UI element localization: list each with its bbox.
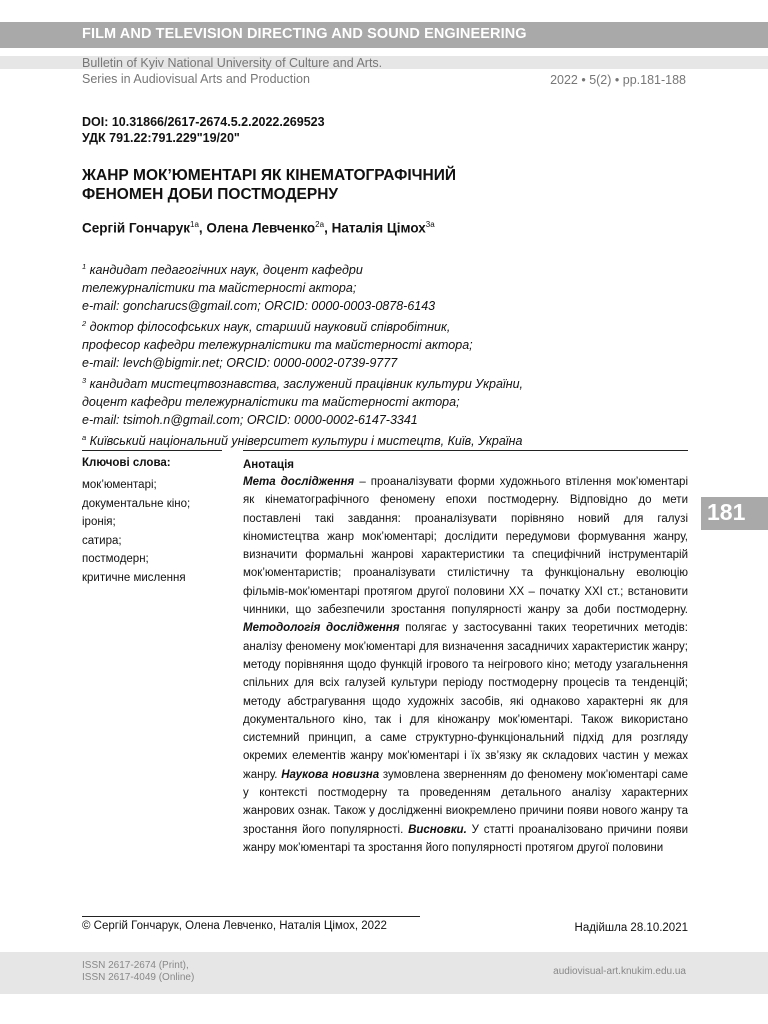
keywords-divider [82, 450, 222, 451]
affiliation-line [82, 258, 692, 279]
affiliation-email: e-mail: goncharucs@gmail.com; ORCID: 0000-0003-0878-6143 [82, 299, 436, 314]
affiliation-text: кандидат мистецтвознавства, заслужений працівник культури України, [89, 377, 524, 392]
title-line-2: ФЕНОМЕН ДОБИ ПОСТМОДЕРНУ [82, 186, 339, 203]
page-footer [0, 952, 768, 994]
affiliation-text: кандидат педагогічних наук, доцент кафедри [89, 263, 363, 278]
journal-title: FILM AND TELEVISION DIRECTING AND SOUND ENGINEERING [82, 26, 527, 42]
author-name: Сергій Гончарук [82, 220, 190, 236]
bulletin-line-2: Series in Audiovisual Arts and Production [82, 72, 310, 86]
abstract-emphasis: Висновки. [408, 823, 467, 836]
affiliation-line [82, 354, 692, 372]
affiliation-line [82, 297, 692, 315]
abstract-body [243, 473, 688, 857]
abstract-text: – проаналізувати форми художнього втілення мок’юментарі як кінематографічного феномену епохи постмодерну. Відповідно до мети поставлені такі завдання: проаналізувати порівняно новий для галузі кіномистецтва жанр мок’юментарі; дослідити передумови формування жанру, визначити формальні жанрові характеристики та специфічний інструментарій мок’юментаристів; проаналізувати стилістичну та функціональну еволюцію фільмів-мок’юментарі протягом другої половини XX – початку XXI ст.; встановити чинники, що забезпечили зростання популярності жанру за доби постмодерну. [243, 476, 688, 617]
issn-block [82, 960, 194, 984]
issn-print: ISSN 2617-2674 (Print), [82, 960, 189, 971]
affiliation-text: Київський національний університет культури і мистецтв, Київ, Україна [89, 434, 523, 449]
keywords-heading: Ключові слова: [82, 457, 171, 469]
abstract-text: зумовлена зверненням до феномену мок’юментарі саме у контексті постмодерну та проведенням детального аналізу характерних жанрових ознак. Також у дослідженні виокремлено причини появи нового жанру та зростання його популярності. [243, 768, 688, 836]
journal-header-band [0, 22, 768, 48]
affiliation-mark: 1 [82, 262, 87, 271]
author-name: Наталія Цімох [331, 220, 426, 236]
abstract-emphasis: Наукова новизна [281, 768, 380, 781]
keyword: критичне мислення [82, 571, 186, 584]
affiliation-line [82, 315, 692, 336]
page-number-tab [701, 497, 768, 530]
affiliation-line [82, 372, 692, 393]
affiliation-line [82, 336, 692, 354]
author-mark: 2a [315, 220, 325, 229]
footnote-divider [82, 916, 420, 917]
affiliation-email: e-mail: levch@bigmir.net; ORCID: 0000-0002-0739-9777 [82, 356, 398, 371]
affiliation-email: e-mail: tsimoh.n@gmail.com; ORCID: 0000-0002-6147-3341 [82, 413, 418, 428]
keywords-list [82, 476, 190, 587]
affiliation-text: тележурналістики та майстерності актора; [82, 281, 357, 296]
article-title [82, 166, 682, 204]
bulletin-info [0, 55, 768, 89]
page-number: 181 [707, 499, 746, 525]
author-mark: 3a [425, 220, 435, 229]
author-mark: 1a [190, 220, 199, 229]
abstract-text: полягає у застосуванні таких теоретичних методів: аналізу феномену мок’юментарі для визначення засадничих характеристик жанру; методу порівняння щодо функцій ігрового та неігрового кіно; методу узагальнення спільних для всіх галузей культури періоду постмодерну процесів та тенденцій; методу абстрагування щодо художніх засобів, які однаково характерні як для документального кіно, так і для кіножанру мок’юментарі. Також використано системний принцип, а саме структурно-функціональний підхід для розгляду окремих елементів жанру мок’юментарі і їх зв’язку як складових частин у межах жанру. [243, 622, 688, 781]
keyword: іронія; [82, 516, 116, 528]
affiliations [82, 258, 692, 451]
bulletin-line-1: Bulletin of Kyiv National University of Culture and Arts. [82, 56, 383, 70]
affiliation-line [82, 411, 692, 429]
affiliation-line [82, 279, 692, 297]
affiliation-text: доцент кафедри тележурналістики та майстерності актора; [82, 395, 460, 410]
affiliation-text: доктор філософських наук, старший науковий співробітник, [89, 320, 451, 335]
abstract-emphasis: Мета дослідження [243, 476, 355, 488]
issue-citation: 2022 • 5(2) • pp.181-188 [550, 73, 686, 87]
author-name: Олена Левченко [206, 220, 316, 236]
abstract-divider [243, 450, 688, 451]
affiliation-mark: 3 [82, 376, 87, 386]
affiliation-text: професор кафедри тележурналістики та майстерності актора; [82, 338, 473, 353]
doi: DOI: 10.31866/2617-2674.5.2.2022.269523 [82, 115, 325, 129]
affiliation-mark: 2 [82, 319, 87, 329]
identifiers [82, 114, 325, 146]
affiliation-mark: a [82, 433, 87, 443]
keyword: мок’юментарі; [82, 479, 157, 491]
issn-online: ISSN 2617-4049 (Online) [82, 972, 195, 983]
author-list: Сергій Гончарук$^{1a}$, Олена Левченко$^{2a}$, Наталія Цімох$^{3a}$ [82, 220, 435, 236]
udc: УДК 791.22:791.229"19/20" [82, 131, 240, 145]
title-line-1: ЖАНР МОК’ЮМЕНТАРІ ЯК КІНЕМАТОГРАФІЧНИЙ [82, 167, 456, 184]
affiliation-line [82, 429, 692, 450]
abstract-heading: Анотація [243, 459, 294, 471]
copyright: © Сергій Гончарук, Олена Левченко, Наталія Цімох, 2022 [82, 920, 387, 932]
abstract-emphasis: Методологія дослідження [243, 622, 400, 635]
journal-website: audiovisual-art.knukim.edu.ua [553, 966, 686, 977]
keyword: документальне кіно; [82, 497, 191, 510]
keyword: сатира; [82, 534, 122, 547]
keyword: постмодерн; [82, 553, 149, 565]
received-date: Надійшла 28.10.2021 [574, 922, 688, 934]
abstract-text: У статті проаналізовано причини появи жанру мок’юментарі та зростання його популярності протягом другої половини [243, 823, 688, 854]
affiliation-line [82, 393, 692, 411]
